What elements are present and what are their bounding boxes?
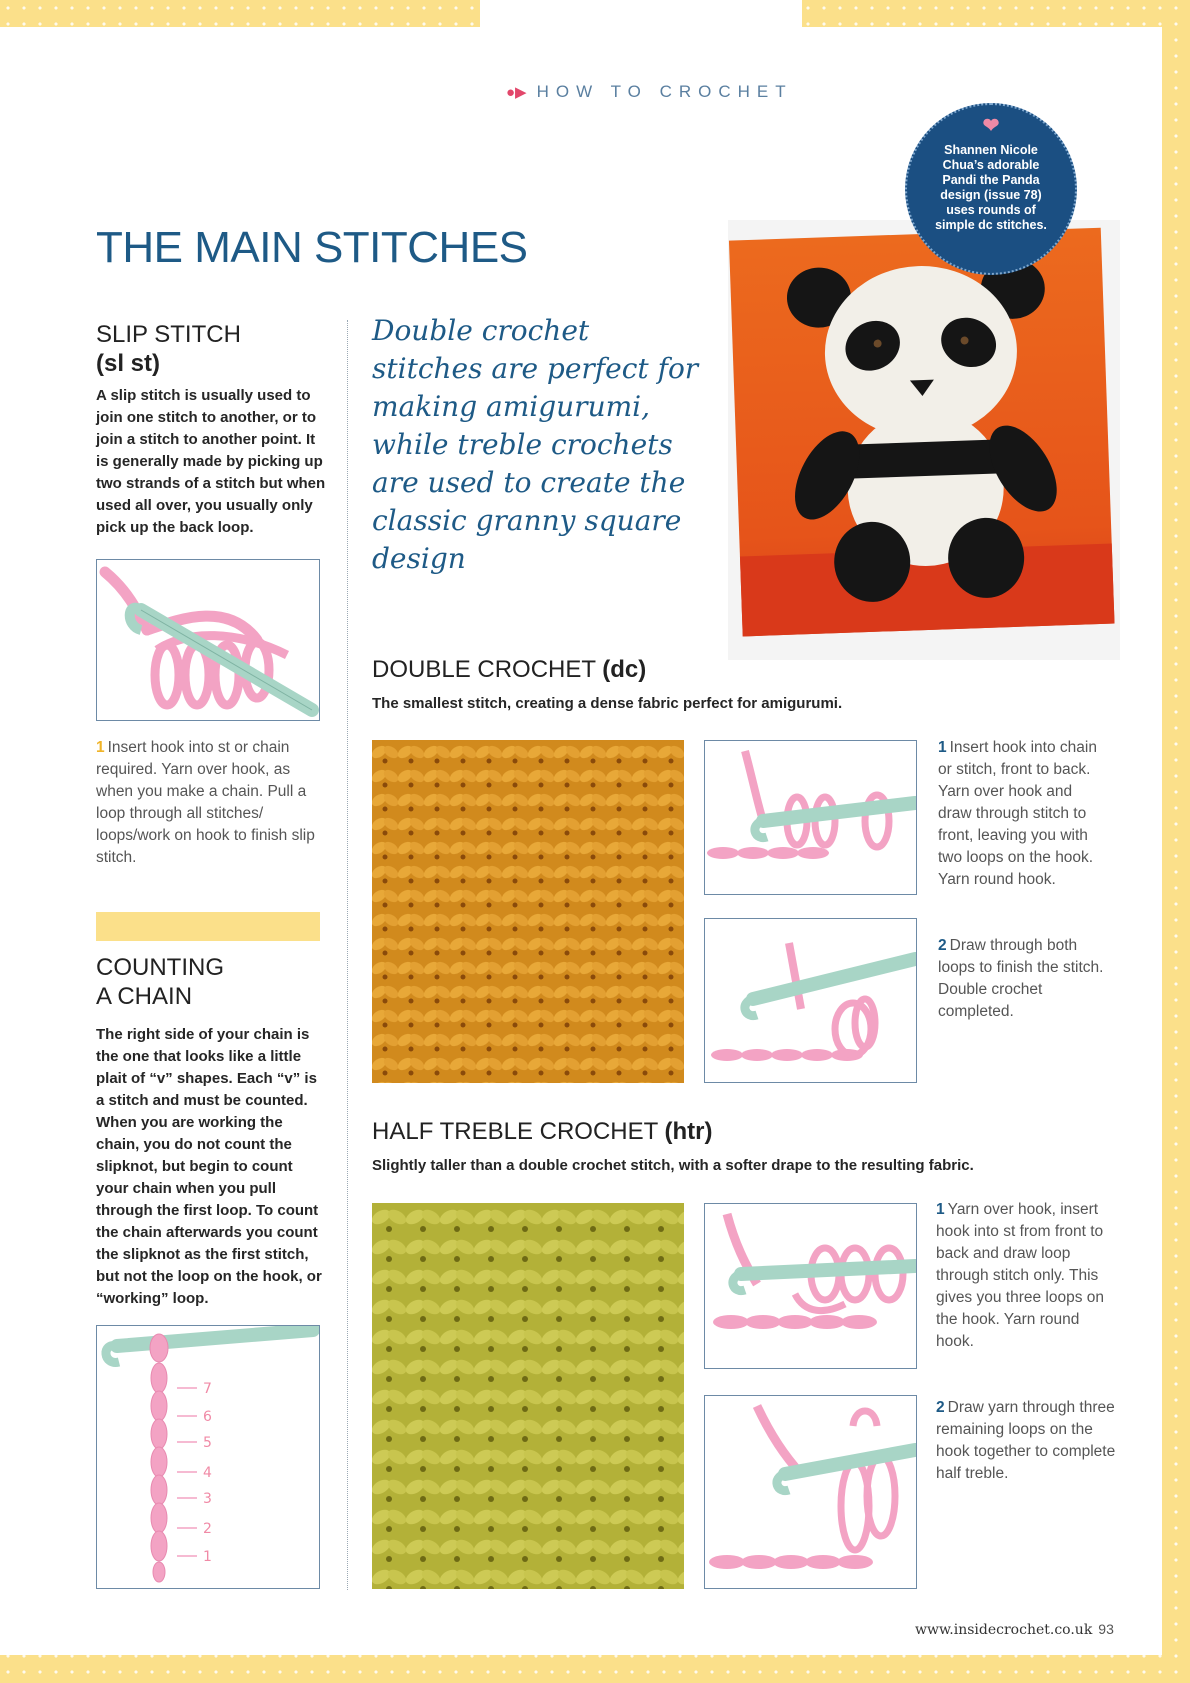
half-treble-heading-text: HALF TREBLE CROCHET [372,1118,658,1145]
half-treble-diagram-2 [704,1395,917,1589]
chain-diagram [96,1325,320,1589]
panda-badge [905,103,1077,275]
double-crochet-heading-text: DOUBLE CROCHET [372,656,596,683]
counting-chain-heading-line1: COUNTING [96,954,224,981]
htr-step2-illustration [705,1396,917,1589]
dc-step2-illustration [705,919,917,1083]
double-crochet-diagram-2 [704,918,917,1083]
step-number: 2 [936,1399,945,1416]
half-treble-step-1 [936,1199,1116,1353]
half-treble-diagram-1 [704,1203,917,1369]
half-treble-subtitle: Slightly taller than a double crochet stitch, with a softer drape to the resulting fabric. [372,1157,974,1174]
step-number: 1 [936,1201,945,1218]
step-number: 2 [938,937,947,954]
panda-photo [728,220,1120,660]
half-treble-step-2 [936,1397,1116,1485]
divider-bar [96,912,320,941]
step-number: 1 [96,739,105,756]
step-text: Draw yarn through three remaining loops on the hook together to complete half treble. [936,1399,1116,1482]
page-title: THE MAIN STITCHES [96,223,528,272]
double-crochet-swatch [372,740,684,1083]
arrow-icon: ●▶ [506,84,527,101]
chain-number: 2 [203,1521,212,1537]
kicker-text: HOW TO CROCHET [536,82,793,101]
counting-chain-body: The right side of your chain is the one that looks like a little plait of “v” shapes. Each “v” is a stitch and must be counted. When you are working the chain, you do not count the slipknot, but begin to count your chain when you pull through the first loop. To count the chain afterwards you count the slipknot as the first stitch, but not the loop on the hook, or “working” loop. [96,1026,322,1307]
chain-number: 7 [203,1381,212,1397]
slip-stitch-heading [96,320,241,378]
chain-number: 6 [203,1409,212,1425]
chain-number: 4 [203,1465,212,1481]
double-crochet-subtitle: The smallest stitch, creating a dense fabric perfect for amigurumi. [372,695,843,712]
half-treble-heading [372,1117,713,1146]
dc-step1-illustration [705,741,917,895]
counting-chain-heading-line2: A CHAIN [96,983,193,1010]
section-kicker [506,82,796,102]
chain-number: 5 [203,1435,212,1451]
half-treble-abbr: (htr) [664,1118,713,1145]
footer-url[interactable]: www.insidecrochet.co.uk [915,1622,1093,1638]
counting-chain-heading [96,953,224,1011]
badge-text: Shannen Nicole Chua’s adorable Pandi the Panda design (issue 78) uses rounds of simple dc stitches. [935,143,1047,232]
slip-stitch-diagram [96,559,320,721]
step-number: 1 [938,739,947,756]
heart-icon: ❤ [982,115,1000,137]
chain-number: 1 [203,1549,212,1565]
double-crochet-step-2 [938,935,1108,1023]
step-text: Insert hook into st or chain required. Yarn over hook, as when you make a chain. Pull a loop through all stitches/ loops/work on hook to finish slip stitch. [96,739,315,866]
slip-stitch-heading-text: SLIP STITCH [96,321,241,348]
slip-stitch-step-1 [96,737,320,869]
panda-illustration [728,220,1120,660]
htr-step1-illustration [705,1204,917,1369]
step-text: Yarn over hook, insert hook into st from front to back and draw loop through stitch only. This gives you three loops on the hook. Yarn round hook. [936,1201,1105,1350]
step-text: Draw through both loops to finish the stitch. Double crochet completed. [938,937,1104,1020]
double-crochet-heading [372,655,646,684]
page-number: 93 [1098,1621,1114,1637]
slip-stitch-body: A slip stitch is usually used to join one stitch to another, or to join a stitch to another point. It is generally made by picking up two strands of a stitch but when used all over, you usually only pick up the back loop. [96,387,326,536]
double-crochet-step-1 [938,737,1108,891]
orange-swatch-texture [372,740,684,1083]
page-footer [915,1621,1114,1638]
slip-stitch-illustration [97,560,320,721]
green-swatch-texture [372,1203,684,1589]
slip-stitch-abbr: (sl st) [96,350,161,377]
step-text: Insert hook into chain or stitch, front to back. Yarn over hook and draw through stitch to front, leaving you with two loops on the hook. Yarn round hook. [938,739,1097,888]
column-divider [347,320,348,1590]
half-treble-swatch [372,1203,684,1589]
chain-illustration [97,1326,320,1589]
double-crochet-abbr: (dc) [602,656,647,683]
chain-number: 3 [203,1491,212,1507]
pull-quote: Double crochet stitches are perfect for making amigurumi, while treble crochets are used to create the classic granny square design [372,314,699,575]
header-tab-wave [480,118,802,146]
double-crochet-diagram-1 [704,740,917,895]
